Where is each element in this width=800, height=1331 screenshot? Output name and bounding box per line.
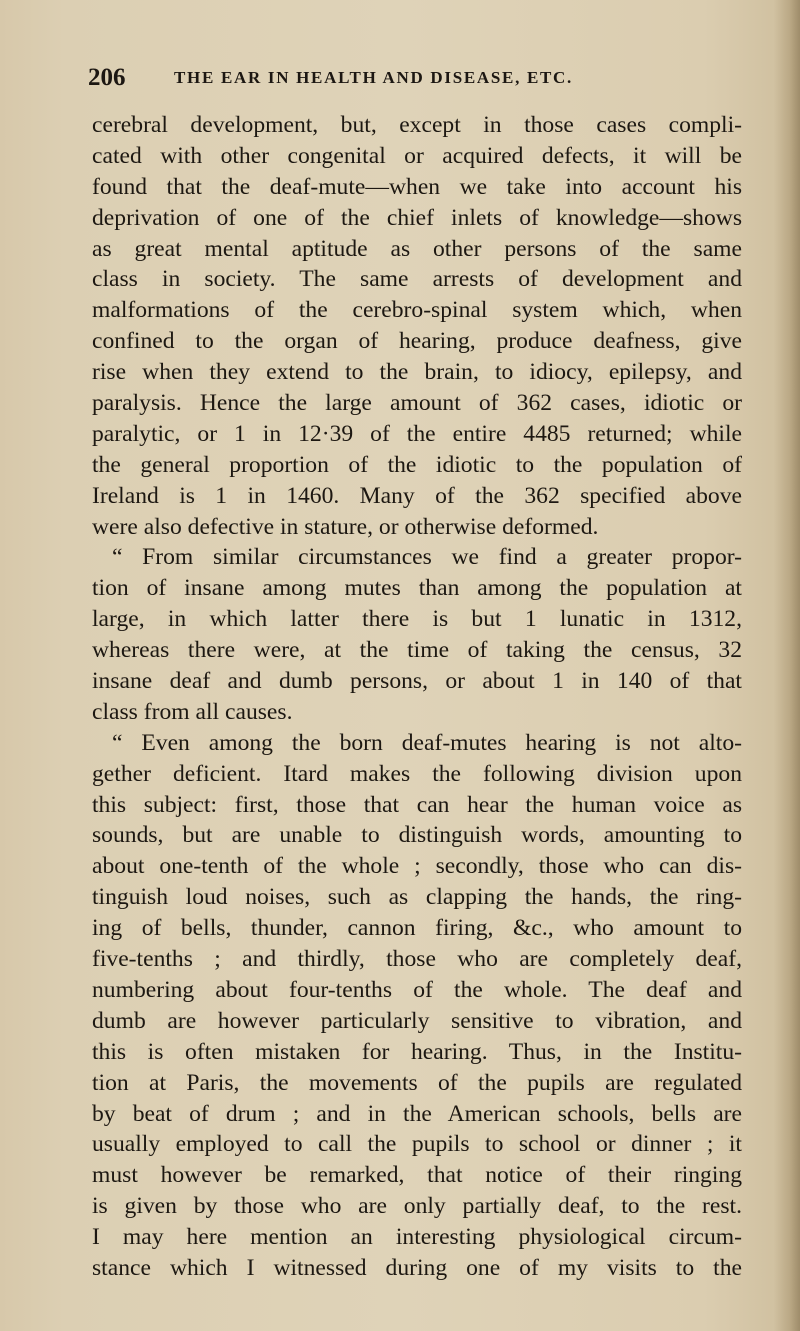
text-line: Ireland is 1 in 1460. Many of the 362 specified above [92,482,742,509]
text-line: “ Even among the born deaf-mutes hearing is not alto- [112,729,742,756]
page-number: 206 [88,64,126,91]
text-line: as great mental aptitude as other persons of the same [92,235,742,262]
text-line: I may here mention an interesting physiological circum- [92,1224,742,1251]
text-line: about one-tenth of the whole ; secondly, those who can dis- [92,853,742,880]
text-line: paralysis. Hence the large amount of 362 cases, idiotic or [92,390,742,417]
text-line: dumb are however particularly sensitive to vibration, and [92,1007,742,1034]
text-line: numbering about four-tenths of the whole. The deaf and [92,976,742,1003]
text-line: confined to the organ of hearing, produce deafness, give [92,328,742,355]
text-line: class from all causes. [92,698,293,725]
text-line: insane deaf and dumb persons, or about 1 in 140 of that [92,668,742,695]
text-line: must however be remarked, that notice of their ringing [92,1162,742,1189]
text-line: usually employed to call the pupils to school or dinner ; it [92,1131,742,1158]
text-line: this is often mistaken for hearing. Thus, in the Institu- [92,1038,742,1065]
text-line: is given by those who are only partially deaf, to the rest. [92,1193,742,1220]
text-line: tion at Paris, the movements of the pupils are regulated [92,1069,742,1096]
text-line: the general proportion of the idiotic to the population of [92,451,742,478]
page-edge-shadow [774,0,800,1331]
running-title: THE EAR IN HEALTH AND DISEASE, ETC. [174,68,573,87]
text-line: gether deficient. Itard makes the following division upon [92,760,742,787]
text-line: tion of insane among mutes than among the population at [92,575,742,602]
text-line: “ From similar circumstances we find a greater propor- [112,544,742,571]
text-line: were also defective in stature, or otherwise deformed. [92,513,599,540]
text-line: paralytic, or 1 in 12·39 of the entire 4485 returned; while [92,420,742,447]
text-line: sounds, but are unable to distinguish words, amounting to [92,822,742,849]
text-line: malformations of the cerebro-spinal system which, when [92,297,742,324]
text-line: this subject: first, those that can hear the human voice as [92,791,742,818]
text-line: whereas there were, at the time of taking the census, 32 [92,637,742,664]
text-line: cated with other congenital or acquired defects, it will be [92,142,742,169]
text-line: five-tenths ; and thirdly, those who are completely deaf, [92,946,742,973]
text-line: tinguish loud noises, such as clapping the hands, the ring- [92,884,742,911]
text-line: by beat of drum ; and in the American schools, bells are [92,1100,742,1127]
text-line: stance which I witnessed during one of my visits to the [92,1254,742,1281]
text-line: ing of bells, thunder, cannon firing, &c., who amount to [92,915,742,942]
text-line: deprivation of one of the chief inlets of knowledge—shows [92,204,742,231]
text-line: cerebral development, but, except in those cases compli- [92,112,742,138]
text-line: found that the deaf-mute—when we take into account his [92,173,742,200]
text-line: class in society. The same arrests of development and [92,266,742,293]
page-header [88,64,748,94]
text-line: rise when they extend to the brain, to idiocy, epilepsy, and [92,359,742,386]
body-text [92,110,742,1284]
text-line: large, in which latter there is but 1 lunatic in 1312, [92,606,742,633]
